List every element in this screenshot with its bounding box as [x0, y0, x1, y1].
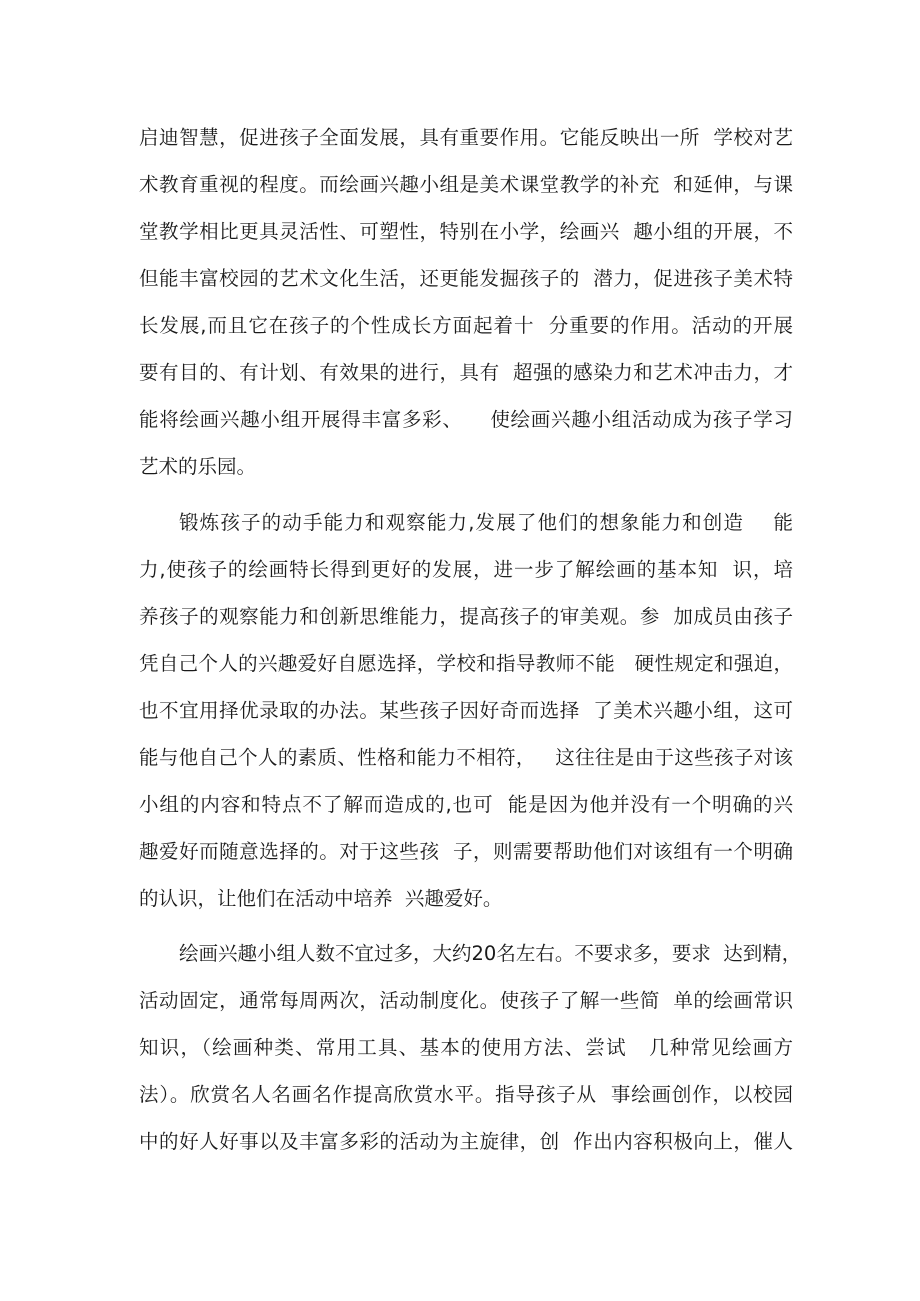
- text-line: 小组的内容和特点不了解而造成的,也可 能是因为他并没有一个明确的兴: [139, 793, 793, 816]
- text-line: 但能丰富校园的艺术文化生活，还更能发掘孩子的 潜力，促进孩子美术特: [139, 267, 793, 290]
- text-line: 知识，（绘画种类、常用工具、基本的使用方法、尝试 几种常见绘画方: [139, 1036, 793, 1059]
- text-line: 能与他自己个人的素质、性格和能力不相符， 这往往是由于这些孩子对该: [139, 746, 793, 769]
- text-line: 堂教学相比更具灵活性、可塑性，特别在小学，绘画兴 趣小组的开展，不: [139, 220, 793, 243]
- text-line: 绘画兴趣小组人数不宜过多，大约20名左右。不要求多，要求 达到精，: [179, 942, 802, 965]
- text-line: 力,使孩子的绘画特长得到更好的发展，进一步了解绘画的基本知 识，培: [139, 558, 793, 581]
- text-line: 也不宜用择优录取的办法。某些孩子因好奇而选择 了美术兴趣小组，这可: [139, 699, 793, 722]
- text-line: 趣爱好而随意选择的。对于这些孩 子，则需要帮助他们对该组有一个明确: [139, 840, 793, 863]
- text-line: 凭自己个人的兴趣爱好自愿选择，学校和指导教师不能 硬性规定和强迫，: [139, 652, 793, 675]
- text-line: 术教育重视的程度。而绘画兴趣小组是美术课堂教学的补充 和延伸，与课: [139, 173, 793, 196]
- text-line: 要有目的、有计划、有效果的进行，具有 超强的感染力和艺术冲击力，才: [139, 361, 793, 384]
- text-line: 中的好人好事以及丰富多彩的活动为主旋律，创 作出内容积极向上，催人: [139, 1130, 793, 1153]
- text-line: 活动固定，通常每周两次，活动制度化。使孩子了解一些简 单的绘画常识: [139, 989, 793, 1012]
- text-line: 艺术的乐园。: [139, 455, 257, 478]
- text-line: 锻炼孩子的动手能力和观察能力,发展了他们的想象能力和创造 能: [179, 511, 793, 534]
- text-line: 长发展,而且它在孩子的个性成长方面起着十 分重要的作用。活动的开展: [139, 314, 793, 337]
- text-line: 启迪智慧，促进孩子全面发展，具有重要作用。它能反映出一所 学校对艺: [139, 126, 793, 149]
- text-line: 法）。欣赏名人名画名作提高欣赏水平。指导孩子从 事绘画创作，以校园: [139, 1083, 793, 1106]
- text-line: 养孩子的观察能力和创新思维能力，提高孩子的审美观。参 加成员由孩子: [139, 605, 793, 628]
- text-line: 能将绘画兴趣小组开展得丰富多彩、 使绘画兴趣小组活动成为孩子学习: [139, 408, 793, 431]
- text-line: 的认识，让他们在活动中培养 兴趣爱好。: [139, 887, 503, 910]
